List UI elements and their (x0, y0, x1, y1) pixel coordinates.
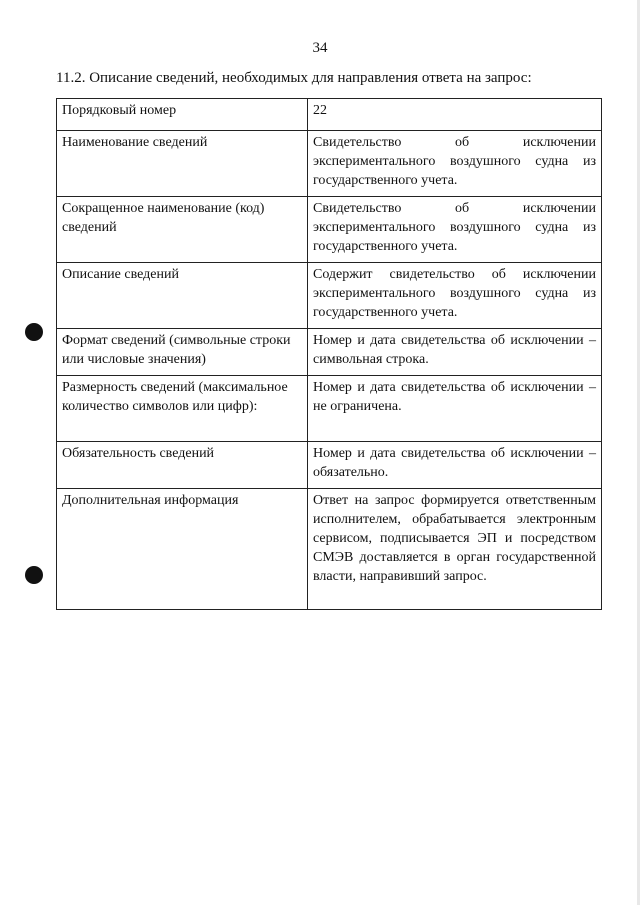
row-label: Формат сведений (символьные строки или числовые значения) (57, 329, 308, 376)
punch-hole (25, 566, 43, 584)
punch-hole (25, 323, 43, 341)
row-value: Номер и дата свидетельства об исключении – обязательно. (308, 442, 602, 489)
row-label: Порядковый номер (57, 99, 308, 131)
row-value: Номер и дата свидетельства об исключении – не ограничена. (308, 376, 602, 442)
row-value: 22 (308, 99, 602, 131)
row-label: Наименование сведений (57, 131, 308, 197)
table-row (57, 263, 602, 329)
info-table (56, 98, 602, 610)
row-label: Размерность сведений (максимальное количество символов или цифр): (57, 376, 308, 442)
table-row (57, 489, 602, 610)
table-row (57, 197, 602, 263)
table-row (57, 329, 602, 376)
row-label: Сокращенное наименование (код) сведений (57, 197, 308, 263)
row-value: Ответ на запрос формируется ответственным исполнителем, обрабатывается электронным сервисом, подписывается ЭП и посредством СМЭВ доставляется в орган государственной власти, направивший запрос. (308, 489, 602, 610)
table-row (57, 442, 602, 489)
table-row (57, 99, 602, 131)
table-row (57, 131, 602, 197)
row-label: Описание сведений (57, 263, 308, 329)
table-row (57, 376, 602, 442)
page-number: 34 (312, 40, 328, 56)
row-value: Свидетельство об исключении экспериментального воздушного судна из государственного учета. (308, 197, 602, 263)
row-value: Номер и дата свидетельства об исключении – символьная строка. (308, 329, 602, 376)
row-label: Обязательность сведений (57, 442, 308, 489)
row-label: Дополнительная информация (57, 489, 308, 610)
section-title: 11.2. Описание сведений, необходимых для направления ответа на запрос: (56, 70, 532, 86)
row-value: Свидетельство об исключении экспериментального воздушного судна из государственного учета. (308, 131, 602, 197)
row-value: Содержит свидетельство об исключении экспериментального воздушного судна из государственного учета. (308, 263, 602, 329)
